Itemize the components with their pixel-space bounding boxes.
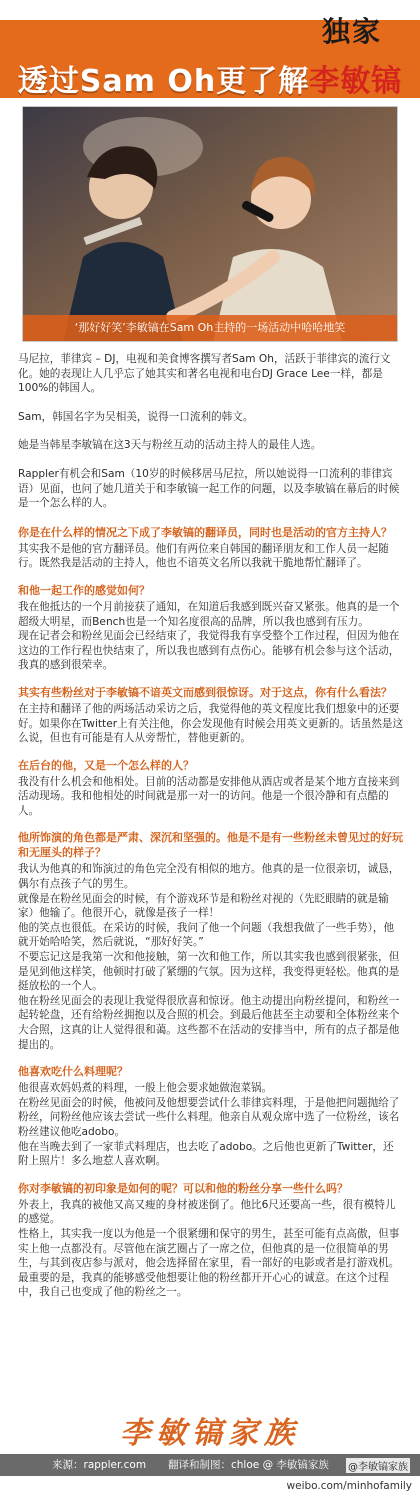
article-body	[18, 352, 404, 1312]
question: 其实有些粉丝对于李敏镐不谙英文而感到很惊讶。对于这点，你有什么看法？	[18, 685, 392, 699]
answer: 我认为他真的和饰演过的角色完全没有相似的地方。他真的是一位很亲切，诚恳，偶尔有点孩子气的男生。 就像是在粉丝见面会的时候，有个游戏环节是和粉丝对视的（先眨眼睛的就是输家）他输了。他很开心，就像是孩子一样！ 他的笑点也很低。在采访的时候，我问了他一个问题（我想我做了一些手势），他就开始哈哈笑，然后就说，“那好好笑。” 不要忘记这是我第一次和他接触，第一次和他工作，所以其实我也感到很紧张，但是见到他这样笑，他顿时打破了紧绷的气氛。因为这样，我变得更轻松。他真的是挺放松的一个人。 他在粉丝见面会的表现让我觉得很欣喜和惊讶。他主动提出向粉丝提问，和粉丝一起转轮盘，还有给粉丝拥抱以及合照的机会。到最后他甚至主动要和全体粉丝来个大合照，这真的让人觉得很和蔼。这些都不在活动的安排当中，所有的点子都是他提出的。	[18, 863, 400, 1051]
qa-block	[18, 1064, 404, 1169]
answer: 外表上，我真的被他又高又瘦的身材被迷倒了。他比6尺还要高一些，很有模特儿的感觉。 性格上，其实我一度以为他是一个很紧绷和保守的男生，甚至可能有点高傲，但事实上他一点都没有。尽管他在演艺圈占了一席之位，但他真的是一位很简单的男生，与其到夜店参与派对，他会选择留在家里，看一部好的电影或者是打游戏机。 最重要的是，我真的能够感受他想要让他的粉丝都开开心心的诚意。在这个过程中，我自己也变成了他的粉丝之一。	[18, 1198, 400, 1299]
qa-block	[18, 758, 404, 819]
answer: 我在他抵达的一个月前接获了通知，在知道后我感到既兴奋又紧张。他真的是一个超级大明星，而Bench也是一个知名度很高的品牌，所以我也感到有压力。 现在记者会和粉丝见面会已经结束了，我觉得我有享受整个工作过程，但因为他在这边的工作行程也快结束了，所以我也感到有点伤心。能够有机会参与这个活动，我真的感到很荣幸。	[18, 600, 400, 672]
answer: 他很喜欢妈妈煮的料理，一般上他会要求她做泡菜锅。 在粉丝见面会的时候，他被问及他想要尝试什么菲律宾料理，于是他把问题抛给了粉丝，问粉丝他应该去尝试一些什么料理。他亲自从观众席中选了一位粉丝，该名粉丝建议他吃adobo。 他在当晚去到了一家菲式料理店，也去吃了adobo。之后他也更新了Twitter，还附上照片！多么地惹人喜欢啊。	[18, 1082, 400, 1168]
question: 他喜欢吃什么料理呢？	[18, 1065, 128, 1079]
question: 和他一起工作的感觉如何？	[18, 583, 150, 597]
intro-paragraph: Sam，韩国名字为吴相美，说得一口流利的韩文。	[18, 410, 254, 423]
intro-paragraph: Rappler有机会和Sam（10岁的时候移居马尼拉，所以她说得一口流利的菲律宾语）见面，也问了她几道关于和李敏镐一起工作的问题，以及李敏镐在幕后的时候是一个怎么样的人。	[18, 467, 400, 510]
signature-logo: 李敏镐家族	[120, 1416, 300, 1451]
qa-block	[18, 525, 404, 571]
intro-paragraph: 她是当韩星李敏镐在这3天与粉丝互动的活动主持人的最佳人选。	[18, 439, 322, 452]
answer: 其实我不是他的官方翻译员。他们有两位来自韩国的翻译朋友和工作人员一起随行。既然我是活动的主持人，他也不谙英文名所以我就干脆地帮忙翻译了。	[18, 542, 389, 570]
weibo-watermark-tag: @李敏镐家族	[346, 1458, 410, 1473]
source-credit: 来源：rappler.com	[52, 1459, 147, 1471]
question: 你对李敏镐的初印象是如何的呢？可以和他的粉丝分享一些什么吗？	[18, 1181, 348, 1195]
weibo-watermark-url: weibo.com/minhofamily	[286, 1480, 412, 1492]
headline-prefix: 透过Sam Oh更了解	[17, 64, 310, 99]
question: 你是在什么样的情况之下成了李敏镐的翻译员，同时也是活动的官方主持人？	[18, 525, 392, 539]
event-photo-illustration	[23, 107, 398, 342]
translation-credit: 翻译和制图：chloe @ 李敏镐家族	[168, 1459, 329, 1471]
qa-block	[18, 830, 404, 1052]
photo-caption: ‘那好好笑’李敏镐在Sam Oh主持的一场活动中哈哈地笑	[23, 315, 397, 341]
qa-block	[18, 583, 404, 673]
headline-name: 李敏镐	[309, 64, 403, 99]
intro-paragraph: 马尼拉，菲律宾 – DJ，电视和美食博客撰写者Sam Oh，活跃于菲律宾的流行文化。她的表现让人几乎忘了她其实和著名电视和电台DJ Grace Lee一样，都是100%的韩国人。	[18, 353, 391, 395]
exclusive-label: 独家	[321, 15, 382, 48]
question: 他所饰演的角色都是严肃、深沉和坚强的。他是不是有一些粉丝未曾见过的好玩和无厘头的样子？	[18, 831, 403, 860]
headline	[14, 56, 406, 100]
answer: 我没有什么机会和他相处。目前的活动都是安排他从酒店或者是某个地方直接来到活动现场。我和他相处的时间就是那一对一的访问。他是一个很冷静和有点酷的人。	[18, 775, 400, 817]
qa-block	[18, 1181, 404, 1300]
qa-block	[18, 685, 404, 746]
header-banner	[0, 0, 420, 118]
answer: 在主持和翻译了他的两场活动采访之后，我觉得他的英文程度比我们想象中的还要好。如果你在Twitter上有关注他，你会发现他有时候会用英文更新的。话虽然是这么说，但也有可能是有人从旁帮忙，替他更新的。	[18, 702, 404, 745]
event-photo	[22, 106, 398, 342]
question: 在后台的他，又是一个怎么样的人？	[18, 758, 194, 772]
